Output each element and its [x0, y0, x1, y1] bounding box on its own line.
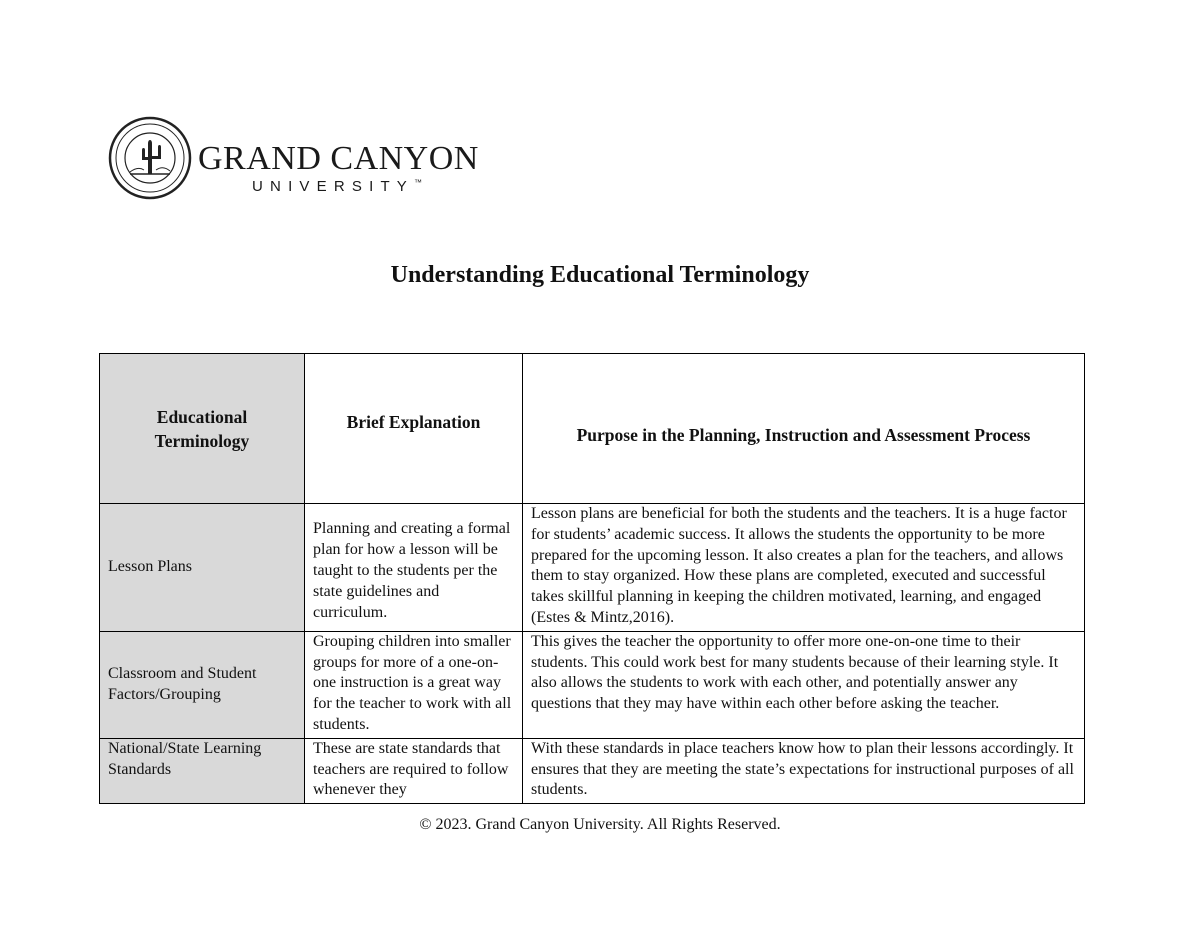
university-logo — [108, 116, 488, 204]
term-cell: Classroom and Student Factors/Grouping — [100, 631, 305, 738]
purpose-cell: With these standards in place teachers know how to plan their lessons accordingly. It ensures that they are meeting the state’s expectations for instructional purposes of all students. — [523, 738, 1085, 803]
table-row — [100, 631, 1085, 738]
term-cell: Lesson Plans — [100, 504, 305, 632]
logo-name-line2: UNIVERSITY™ — [252, 178, 423, 195]
page-title: Understanding Educational Terminology — [390, 262, 810, 288]
explanation-cell: Grouping children into smaller groups for more of a one-on-one instruction is a great way for the teacher to work with all students. — [305, 631, 523, 738]
header-purpose: Purpose in the Planning, Instruction and Assessment Process — [523, 354, 1085, 504]
purpose-cell: Lesson plans are beneficial for both the students and the teachers. It is a huge factor for students’ academic success. It allows the students the opportunity to be more prepared for the upcoming lesson. It also creates a plan for the teachers, and allows them to stay organized. How these plans are completed, executed and successful takes skillful planning in keeping the children motivated, learning, and engaged (Estes & Mintz,2016). — [523, 504, 1085, 632]
term-cell: National/State Learning Standards — [100, 738, 305, 803]
explanation-text: These are state standards that teachers are required to follow whenever they — [313, 739, 509, 799]
table-row — [100, 504, 1085, 632]
explanation-cell: Planning and creating a formal plan for how a lesson will be taught to the students per the state guidelines and curriculum. — [305, 504, 523, 632]
university-seal-icon — [108, 116, 192, 200]
explanation-cell — [305, 738, 523, 803]
copyright-footer: © 2023. Grand Canyon University. All Rights Reserved. — [419, 816, 781, 833]
logo-name-line1: GRAND CANYON — [198, 140, 479, 177]
table-row — [100, 738, 1085, 803]
terminology-table — [99, 353, 1085, 804]
purpose-cell: This gives the teacher the opportunity to offer more one-on-one time to their students. This could work best for many students because of their learning style. It also allows the students to work with each other, and potentially answer any questions that they may have within each other before asking the teacher. — [523, 631, 1085, 738]
header-brief-explanation: Brief Explanation — [305, 354, 523, 504]
table-header-row — [100, 354, 1085, 504]
university-wordmark — [198, 142, 479, 195]
header-educational-terminology: Educational Terminology — [100, 354, 305, 504]
